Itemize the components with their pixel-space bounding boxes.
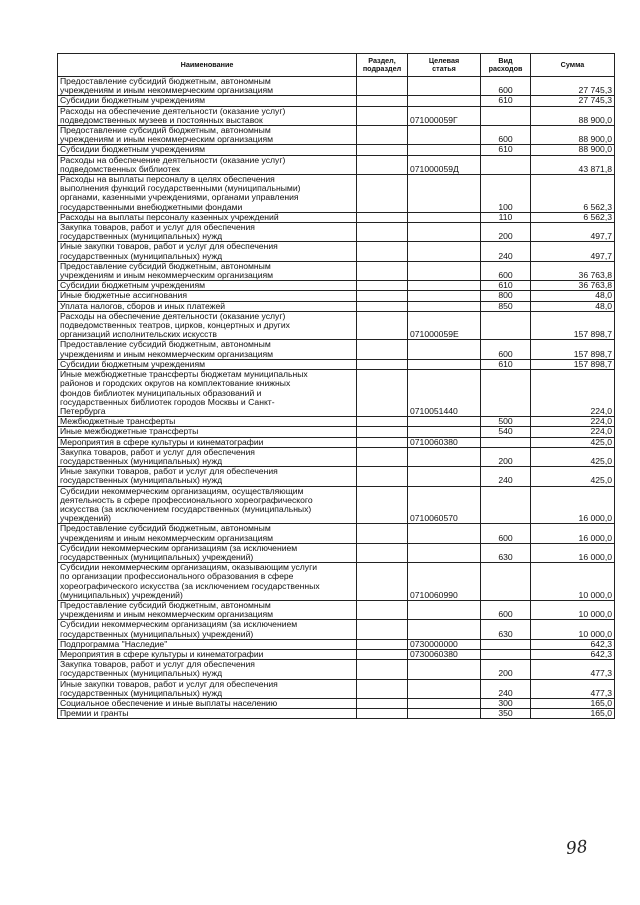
table-row [58,427,615,437]
row-name: Расходы на обеспечение деятельности (оказание услуг) подведомственных библиотек [58,155,357,174]
row-name: Иные закупки товаров, работ и услуг для обеспечения государственных (муниципальных) нужд [58,467,357,486]
table-header-row [58,54,615,77]
row-sum: 6 562,3 [531,212,615,222]
row-vid: 350 [481,709,531,719]
row-name: Иные межбюджетные трансферты [58,427,357,437]
row-target [408,620,481,639]
row-razdel [357,620,408,639]
row-name: Предоставление субсидий бюджетным, автономным учреждениям и иным некоммерческим организациям [58,340,357,359]
table-row [58,563,615,601]
row-vid: 600 [481,77,531,96]
row-vid: 610 [481,359,531,369]
row-vid [481,155,531,174]
row-target [408,145,481,155]
table-row [58,340,615,359]
row-razdel [357,145,408,155]
row-name: Расходы на выплаты персоналу казенных учреждений [58,212,357,222]
row-sum: 10 000,0 [531,563,615,601]
row-razdel [357,447,408,466]
row-sum: 27 745,3 [531,77,615,96]
row-name: Иные межбюджетные трансферты бюджетам муниципальных районов и городских округов на комплектование книжных фондов библиотек муниципальных образований и государственных библиотек городов Москвы и Санкт- Петербурга [58,370,357,417]
table-row [58,417,615,427]
row-vid: 240 [481,242,531,261]
row-sum: 36 763,8 [531,261,615,280]
table-row [58,145,615,155]
table-row [58,291,615,301]
row-vid: 240 [481,467,531,486]
row-target [408,543,481,562]
row-vid: 200 [481,660,531,679]
table-row [58,679,615,698]
header-vid: Вид расходов [481,54,531,77]
row-target: 0710060990 [408,563,481,601]
row-target [408,212,481,222]
row-razdel [357,223,408,242]
row-razdel [357,699,408,709]
row-name: Уплата налогов, сборов и иных платежей [58,301,357,311]
row-target [408,660,481,679]
row-vid: 630 [481,543,531,562]
row-sum: 88 900,0 [531,106,615,125]
row-name: Предоставление субсидий бюджетным, автономным учреждениям и иным некоммерческим организациям [58,77,357,96]
budget-table-container [57,53,615,719]
row-vid: 200 [481,447,531,466]
row-sum: 157 898,7 [531,340,615,359]
row-razdel [357,359,408,369]
row-razdel [357,96,408,106]
row-sum: 224,0 [531,370,615,417]
row-target [408,242,481,261]
table-row [58,467,615,486]
row-vid: 300 [481,699,531,709]
row-vid [481,370,531,417]
row-vid: 610 [481,145,531,155]
row-target [408,359,481,369]
row-razdel [357,486,408,524]
table-row [58,223,615,242]
row-razdel [357,301,408,311]
header-target: Целевая статья [408,54,481,77]
row-target: 0710060570 [408,486,481,524]
table-row [58,437,615,447]
row-target: 071000059Г [408,106,481,125]
row-target [408,77,481,96]
row-target [408,709,481,719]
row-razdel [357,155,408,174]
row-name: Субсидии бюджетным учреждениям [58,359,357,369]
table-row [58,261,615,280]
table-row [58,311,615,340]
table-row [58,242,615,261]
row-target [408,467,481,486]
row-vid: 600 [481,261,531,280]
row-vid: 630 [481,620,531,639]
row-sum: 642,3 [531,639,615,649]
table-row [58,600,615,619]
row-sum: 224,0 [531,417,615,427]
row-vid [481,486,531,524]
row-target [408,600,481,619]
row-sum: 425,0 [531,447,615,466]
row-vid [481,106,531,125]
table-row [58,620,615,639]
row-sum: 10 000,0 [531,600,615,619]
row-razdel [357,261,408,280]
row-sum: 88 900,0 [531,145,615,155]
row-razdel [357,639,408,649]
row-name: Иные закупки товаров, работ и услуг для обеспечения государственных (муниципальных) нужд [58,242,357,261]
row-name: Иные бюджетные ассигнования [58,291,357,301]
header-razdel: Раздел, подраздел [357,54,408,77]
row-target [408,524,481,543]
table-row [58,447,615,466]
row-target: 0710060380 [408,437,481,447]
row-vid [481,639,531,649]
row-name: Иные закупки товаров, работ и услуг для обеспечения государственных (муниципальных) нужд [58,679,357,698]
table-row [58,370,615,417]
row-target: 071000059Д [408,155,481,174]
row-name: Закупка товаров, работ и услуг для обеспечения государственных (муниципальных) нужд [58,447,357,466]
row-razdel [357,106,408,125]
row-vid: 800 [481,291,531,301]
row-vid: 600 [481,126,531,145]
row-target [408,126,481,145]
row-sum: 27 745,3 [531,96,615,106]
row-razdel [357,126,408,145]
row-name: Субсидии некоммерческим организациям, оказывающим услуги по организации профессионального образования в сфере хореографического искусства (за исключением государственных (муниципальных) учреждений) [58,563,357,601]
row-razdel [357,212,408,222]
row-razdel [357,649,408,659]
row-name: Предоставление субсидий бюджетным, автономным учреждениям и иным некоммерческим организациям [58,126,357,145]
row-name: Субсидии бюджетным учреждениям [58,281,357,291]
row-razdel [357,427,408,437]
row-vid: 600 [481,340,531,359]
row-name: Межбюджетные трансферты [58,417,357,427]
row-vid [481,563,531,601]
row-name: Премии и гранты [58,709,357,719]
table-row [58,359,615,369]
row-razdel [357,340,408,359]
row-vid: 200 [481,223,531,242]
row-sum: 477,3 [531,679,615,698]
table-row [58,660,615,679]
table-row [58,699,615,709]
row-vid [481,311,531,340]
row-razdel [357,242,408,261]
table-row [58,281,615,291]
table-row [58,639,615,649]
table-row [58,175,615,213]
row-name: Субсидии бюджетным учреждениям [58,96,357,106]
row-target [408,417,481,427]
header-name: Наименование [58,54,357,77]
row-vid: 610 [481,96,531,106]
row-vid: 240 [481,679,531,698]
row-target: 0730060380 [408,649,481,659]
table-row [58,212,615,222]
row-target [408,679,481,698]
row-target [408,281,481,291]
row-sum: 642,3 [531,649,615,659]
row-target [408,447,481,466]
row-sum: 224,0 [531,427,615,437]
row-name: Закупка товаров, работ и услуг для обеспечения государственных (муниципальных) нужд [58,223,357,242]
row-target [408,699,481,709]
row-name: Субсидии некоммерческим организациям, осуществляющим деятельность в сфере профессионального хореографического искусства (за исключением государственных (муниципальных) учреждений) [58,486,357,524]
row-razdel [357,563,408,601]
row-name: Субсидии бюджетным учреждениям [58,145,357,155]
row-razdel [357,417,408,427]
row-sum: 16 000,0 [531,524,615,543]
row-name: Социальное обеспечение и иные выплаты населению [58,699,357,709]
row-razdel [357,281,408,291]
row-sum: 48,0 [531,291,615,301]
row-vid: 850 [481,301,531,311]
table-row [58,709,615,719]
table-row [58,106,615,125]
row-name: Предоставление субсидий бюджетным, автономным учреждениям и иным некоммерческим организациям [58,261,357,280]
row-target [408,340,481,359]
row-vid: 110 [481,212,531,222]
row-razdel [357,311,408,340]
row-razdel [357,370,408,417]
row-razdel [357,660,408,679]
row-sum: 165,0 [531,709,615,719]
row-target [408,223,481,242]
row-target: 071000059Е [408,311,481,340]
row-vid: 500 [481,417,531,427]
row-sum: 157 898,7 [531,311,615,340]
row-vid [481,437,531,447]
table-row [58,524,615,543]
row-razdel [357,543,408,562]
row-target [408,291,481,301]
budget-table [57,53,615,719]
row-sum: 497,7 [531,223,615,242]
row-target [408,175,481,213]
row-name: Расходы на выплаты персоналу в целях обеспечения выполнения функций государственными (муниципальными) органами, казенными учреждениями, органами управления государственными внебюджетными фондами [58,175,357,213]
table-row [58,486,615,524]
row-sum: 36 763,8 [531,281,615,291]
table-row [58,155,615,174]
row-target [408,427,481,437]
row-name: Закупка товаров, работ и услуг для обеспечения государственных (муниципальных) нужд [58,660,357,679]
row-vid [481,649,531,659]
row-name: Мероприятия в сфере культуры и кинематографии [58,437,357,447]
row-name: Подпрограмма "Наследие" [58,639,357,649]
row-vid: 600 [481,524,531,543]
row-name: Предоставление субсидий бюджетным, автономным учреждениям и иным некоммерческим организациям [58,524,357,543]
row-sum: 425,0 [531,437,615,447]
row-sum: 157 898,7 [531,359,615,369]
row-razdel [357,175,408,213]
row-target [408,261,481,280]
header-sum: Сумма [531,54,615,77]
row-sum: 6 562,3 [531,175,615,213]
row-sum: 165,0 [531,699,615,709]
row-razdel [357,600,408,619]
row-vid: 610 [481,281,531,291]
row-vid: 540 [481,427,531,437]
row-sum: 16 000,0 [531,543,615,562]
row-razdel [357,467,408,486]
row-sum: 497,7 [531,242,615,261]
row-name: Субсидии некоммерческим организациям (за исключением государственных (муниципальных) учреждений) [58,543,357,562]
row-razdel [357,77,408,96]
row-sum: 48,0 [531,301,615,311]
row-sum: 43 871,8 [531,155,615,174]
table-row [58,301,615,311]
row-name: Расходы на обеспечение деятельности (оказание услуг) подведомственных театров, цирков, концертных и других организаций исполнительских искусств [58,311,357,340]
row-sum: 477,3 [531,660,615,679]
table-row [58,77,615,96]
row-sum: 425,0 [531,467,615,486]
table-row [58,649,615,659]
row-razdel [357,679,408,698]
row-sum: 88 900,0 [531,126,615,145]
row-name: Мероприятия в сфере культуры и кинематографии [58,649,357,659]
row-target [408,301,481,311]
table-row [58,543,615,562]
row-razdel [357,524,408,543]
row-target [408,96,481,106]
row-vid: 600 [481,600,531,619]
row-target: 0710051440 [408,370,481,417]
row-razdel [357,437,408,447]
row-razdel [357,291,408,301]
row-target: 0730000000 [408,639,481,649]
row-sum: 10 000,0 [531,620,615,639]
page-number: 98 [565,836,589,860]
row-razdel [357,709,408,719]
table-row [58,96,615,106]
table-row [58,126,615,145]
row-sum: 16 000,0 [531,486,615,524]
row-name: Предоставление субсидий бюджетным, автономным учреждениям и иным некоммерческим организациям [58,600,357,619]
row-vid: 100 [481,175,531,213]
row-name: Расходы на обеспечение деятельности (оказание услуг) подведомственных музеев и постоянных выставок [58,106,357,125]
row-name: Субсидии некоммерческим организациям (за исключением государственных (муниципальных) учреждений) [58,620,357,639]
